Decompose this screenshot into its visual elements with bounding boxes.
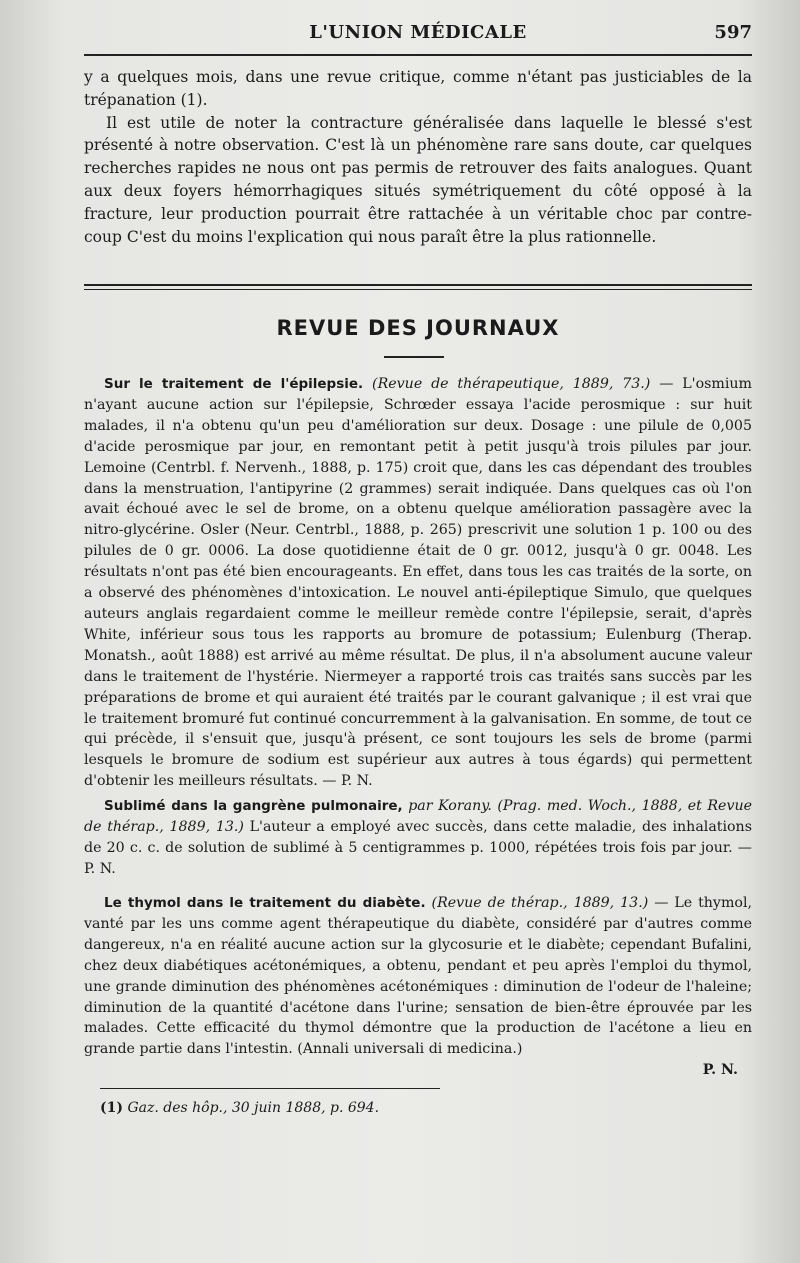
section-title: REVUE DES JOURNAUX (276, 316, 560, 340)
page-header (84, 18, 752, 50)
article-headline: Le thymol dans le traitement du diabète. (104, 895, 426, 911)
article-headline: Sur le traitement de l'épilepsie. (104, 376, 364, 392)
article-source: par Korany. (Prag. med. Woch., 1888, et Revue de thérap., 1889, 13.) (84, 798, 752, 835)
footnote (100, 1100, 379, 1116)
article-source: (Revue de thérapeutique, 1889, 73.) (372, 376, 651, 392)
section-rule-top (84, 284, 752, 286)
running-title: L'UNION MÉDICALE (309, 22, 527, 43)
section-title-underline (384, 356, 444, 358)
continuation-paragraph-1: y a quelques mois, dans une revue critique, comme n'étant pas justiciables de la trépanation (1). (84, 68, 752, 109)
article-body: — L'osmium n'ayant aucune action sur l'épilepsie, Schrœder essaya l'acide perosmique : sur huit malades, il n'a obtenu qu'un peu d'amélioration sur deux. Dosage : une pilule de 0,005 d'acide perosmique par jour, en remontant petit à petit jusqu'à trois pilules par jour. Lemoine (Centrbl. f. Nervenh., 1888, p. 175) croit que, dans les cas dépendant des troubles dans la menstruation, l'antipyrine (2 grammes) serait indiquée. Dans quelques cas où l'on avait échoué avec le sel de brome, on a obtenu quelque amélioration passagère avec la nitro-glycérine. Osler (Neur. Centrbl., 1888, p. 265) prescrivit une solution 1 p. 100 ou des pilules de 0 gr. 0006. La dose quotidienne était de 0 gr. 0012, jusqu'à 0 gr. 0048. Les résultats n'ont pas été bien encourageants. En effet, dans tous les cas traités de la sorte, on a observé des phénomènes d'intoxication. Le nouvel anti-épileptique Simulo, que quelques auteurs anglais regardaient comme le meilleur remède contre l'épilepsie, serait, d'après White, inférieur sous tous les rapports au bromure de potassium; Eulenburg (Therap. Monatsh., août 1888) est arrivé au même résultat. De plus, il n'a absolument aucune valeur dans le traitement de l'hystérie. Niermeyer a rapporté trois cas traités sans succès par les préparations de brome et qui auraient été traités par le courant galvanique ; il est vrai que le traitement bromuré fut continué concurremment à la galvanisation. En somme, de tout ce qui précède, il s'ensuit que, jusqu'à présent, ce sont toujours les sels de brome (parmi lesquels le bromure de sodium est supérieur aux autres à tous égards) qui permettent d'obtenir les meilleurs résultats. — P. N. (84, 376, 752, 790)
article-source: (Revue de thérap., 1889, 13.) (431, 895, 649, 911)
article-sublimate (84, 796, 752, 880)
footnote-number: (1) (100, 1100, 123, 1116)
continuation-text (84, 66, 752, 248)
footnote-text: Gaz. des hôp., 30 juin 1888, p. 694. (127, 1100, 380, 1116)
article-body: L'auteur a employé avec succès, dans cette maladie, des inhalations de 20 c. c. de solution de sublimé à 5 centigrammes p. 1000, répétées trois fois par jour. — P. N. (84, 818, 752, 877)
article-body: — Le thymol, vanté par les uns comme agent thérapeutique du diabète, considéré par d'autres comme dangereux, n'a en réalité aucune action sur la glycosurie et le diabète; cependant Bufalini, chez deux diabétiques acétonémiques, a obtenu, pendant et peu après l'emploi du thymol, une grande diminution des phénomènes acétonémiques : diminution de l'odeur de l'haleine; diminution de la quantité d'acétone dans l'urine; sensation de bien-être éprouvée par les malades. Cette efficacité du thymol démontre que la production de l'acétone a lieu en grande partie dans l'intestin. (Annali universali di medicina.) (84, 895, 752, 1058)
continuation-paragraph-2: Il est utile de noter la contracture généralisée dans laquelle le blessé s'est présenté à notre observation. C'est là un phénomène rare sans doute, car quelques recherches rapides ne nous ont pas permis de retrouver des faits analogues. Quant aux deux foyers hémorrhagiques situés symétriquement du côté opposé à la fracture, leur production pourrait être rattachée à un véritable choc par contre-coup C'est du moins l'explication qui nous paraît être la plus rationnelle. (84, 113, 752, 246)
page-number: 597 (714, 22, 752, 43)
article-signature: P. N. (702, 1062, 738, 1079)
article-epilepsy (84, 374, 752, 792)
article-headline: Sublimé dans la gangrène pulmonaire, (104, 798, 403, 814)
section-rule-top-thin (84, 289, 752, 290)
article-thymol (84, 893, 752, 1081)
header-rule (84, 54, 752, 56)
footnote-rule (100, 1088, 440, 1089)
